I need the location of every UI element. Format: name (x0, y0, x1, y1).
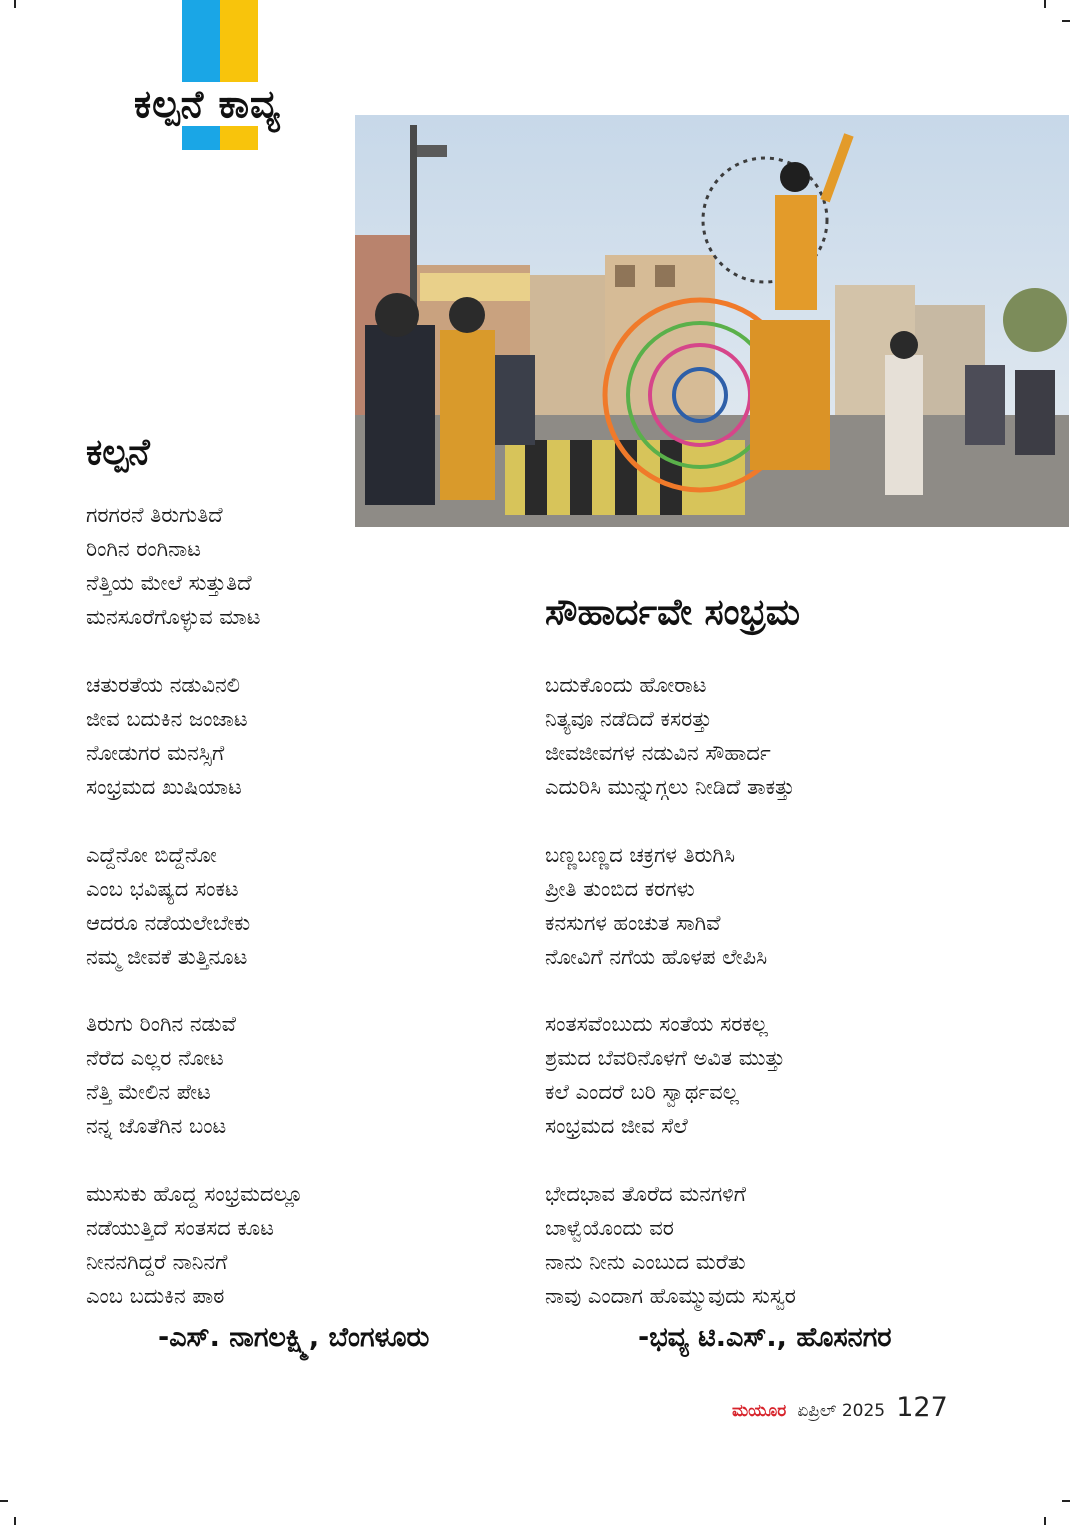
poem-author: -ಎಸ್. ನಾಗಲಕ್ಷ್ಮಿ, ಬೆಂಗಳೂರು (158, 1322, 430, 1353)
poem-line: ಬಣ್ಣಬಣ್ಣದ ಚಕ್ರಗಳ ತಿರುಗಿಸಿ (545, 843, 736, 867)
poem-line: ನಮ್ಮ ಜೀವಕೆ ತುತ್ತಿನೂಟ (86, 945, 248, 969)
poem-stanza (545, 838, 767, 974)
crop-mark (1062, 1500, 1070, 1502)
poem-line: ಕಲೆ ಎಂದರೆ ಬರಿ ಸ್ವಾರ್ಥವಲ್ಲ (545, 1080, 739, 1104)
poem-stanza (86, 1177, 303, 1313)
poem-line: ನಿತ್ಯವೂ ನಡೆದಿದೆ ಕಸರತ್ತು (545, 707, 712, 731)
poem-line: ತಿರುಗು ರಿಂಗಿನ ನಡುವೆ (86, 1012, 236, 1036)
poem-line: ಎಂಬ ಭವಿಷ್ಯದ ಸಂಕಟ (86, 877, 239, 901)
poem-line: ನೀನನಗಿದ್ದರೆ ನಾನಿನಗೆ (86, 1250, 228, 1274)
poem-line: ನೆತ್ತಿ ಮೇಲಿನ ಪೇಟ (86, 1080, 211, 1104)
poem-line: ಬಾಳ್ವೆಯೊಂದು ವರ (545, 1216, 674, 1240)
performers-photo (355, 115, 1069, 527)
poem-line: ರಿಂಗಿನ ರಂಗಿನಾಟ (86, 537, 201, 561)
poem-stanza (545, 1177, 796, 1313)
poem-line: ಪ್ರೀತಿ ತುಂಬಿದ ಕರಗಳು (545, 877, 695, 901)
issue-date: ಏಪ್ರಿಲ್ 2025 (797, 1401, 886, 1421)
poem-stanza (545, 1007, 785, 1143)
poem-line: ಶ್ರಮದ ಬೆವರಿನೊಳಗೆ ಅವಿತ ಮುತ್ತು (545, 1046, 785, 1070)
crop-mark (1044, 0, 1046, 8)
poem-line: ನನ್ನ ಜೊತೆಗಿನ ಬಂಟ (86, 1114, 227, 1138)
poem-line: ನೋಡುಗರ ಮನಸ್ಸಿಗೆ (86, 741, 225, 765)
poem-line: ಜೀವ ಬದುಕಿನ ಜಂಜಾಟ (86, 707, 248, 731)
poem-line: ಜೀವಜೀವಗಳ ನಡುವಿನ ಸೌಹಾರ್ದ (545, 741, 771, 765)
crop-mark (14, 1517, 16, 1525)
poem-title: ಕಲ್ಪನೆ (86, 432, 150, 473)
crop-mark (0, 1500, 8, 1502)
poem-line: ಕನಸುಗಳ ಹಂಚುತ ಸಾಗಿವೆ (545, 911, 721, 935)
poem-line: ಭೇದಭಾವ ತೊರೆದ ಮನಗಳಿಗೆ (545, 1182, 746, 1206)
page-footer (732, 1392, 948, 1423)
logo-yellow-bar (220, 0, 258, 150)
crop-mark (14, 0, 16, 8)
poem-line: ಬದುಕೊಂದು ಹೋರಾಟ (545, 673, 707, 697)
poem-author: -ಭವ್ಯ ಟಿ.ಎಸ್., ಹೊಸನಗರ (638, 1322, 892, 1353)
section-title: ಕಲ್ಪನೆ ಕಾವ್ಯ (130, 82, 330, 127)
poem-line: ನಡೆಯುತ್ತಿದೆ ಸಂತಸದ ಕೂಟ (86, 1216, 274, 1240)
poem-stanza (86, 838, 250, 974)
poem-stanza (86, 1007, 236, 1143)
page-number: 127 (896, 1392, 948, 1423)
poem-line: ಗರಗರನೆ ತಿರುಗುತಿದೆ (86, 503, 223, 527)
poem-line: ನೋವಿಗೆ ನಗೆಯ ಹೊಳಪ ಲೇಪಿಸಿ (545, 945, 768, 969)
poem-line: ಮನಸೂರೆಗೊಳ್ಳುವ ಮಾಟ (86, 605, 261, 629)
logo-blue-bar (182, 0, 220, 150)
poem-stanza (545, 668, 795, 804)
poem-line: ಎದ್ದೆನೋ ಬಿದ್ದೆನೋ (86, 843, 217, 867)
poem-line: ಸಂತಸವೆಂಬುದು ಸಂತೆಯ ಸರಕಲ್ಲ (545, 1012, 768, 1036)
poem-line: ಚತುರತೆಯ ನಡುವಿನಲಿ (86, 673, 241, 697)
poem-line: ಎಂಬ ಬದುಕಿನ ಪಾಠ (86, 1284, 225, 1308)
crop-mark (1062, 20, 1070, 22)
poem-line: ನೆತ್ತಿಯ ಮೇಲೆ ಸುತ್ತುತಿದೆ (86, 571, 252, 595)
poem-title: ಸೌಹಾರ್ದವೇ ಸಂಭ್ರಮ (545, 592, 800, 633)
poem-stanza (86, 498, 260, 634)
poem-line: ನಾನು ನೀನು ಎಂಬುದ ಮರೆತು (545, 1250, 746, 1274)
poem-line: ನಾವು ಎಂದಾಗ ಹೊಮ್ಮುವುದು ಸುಸ್ವರ (545, 1284, 796, 1308)
poem-line: ಸಂಭ್ರಮದ ಜೀವ ಸೆಲೆ (545, 1114, 688, 1138)
magazine-name: ಮಯೂರ (732, 1401, 787, 1421)
poem-line: ಸಂಭ್ರಮದ ಖುಷಿಯಾಟ (86, 775, 242, 799)
poem-line: ನೆರೆದ ಎಲ್ಲರ ನೋಟ (86, 1046, 224, 1070)
poem-line: ಎದುರಿಸಿ ಮುನ್ನುಗ್ಗಲು ನೀಡಿದೆ ತಾಕತ್ತು (545, 775, 795, 799)
poem-line: ಆದರೂ ನಡೆಯಲೇಬೇಕು (86, 911, 251, 935)
poem-line: ಮುಸುಕು ಹೊದ್ದ ಸಂಭ್ರಮದಲ್ಲೂ (86, 1182, 303, 1206)
poem-stanza (86, 668, 248, 804)
crop-mark (1044, 1517, 1046, 1525)
